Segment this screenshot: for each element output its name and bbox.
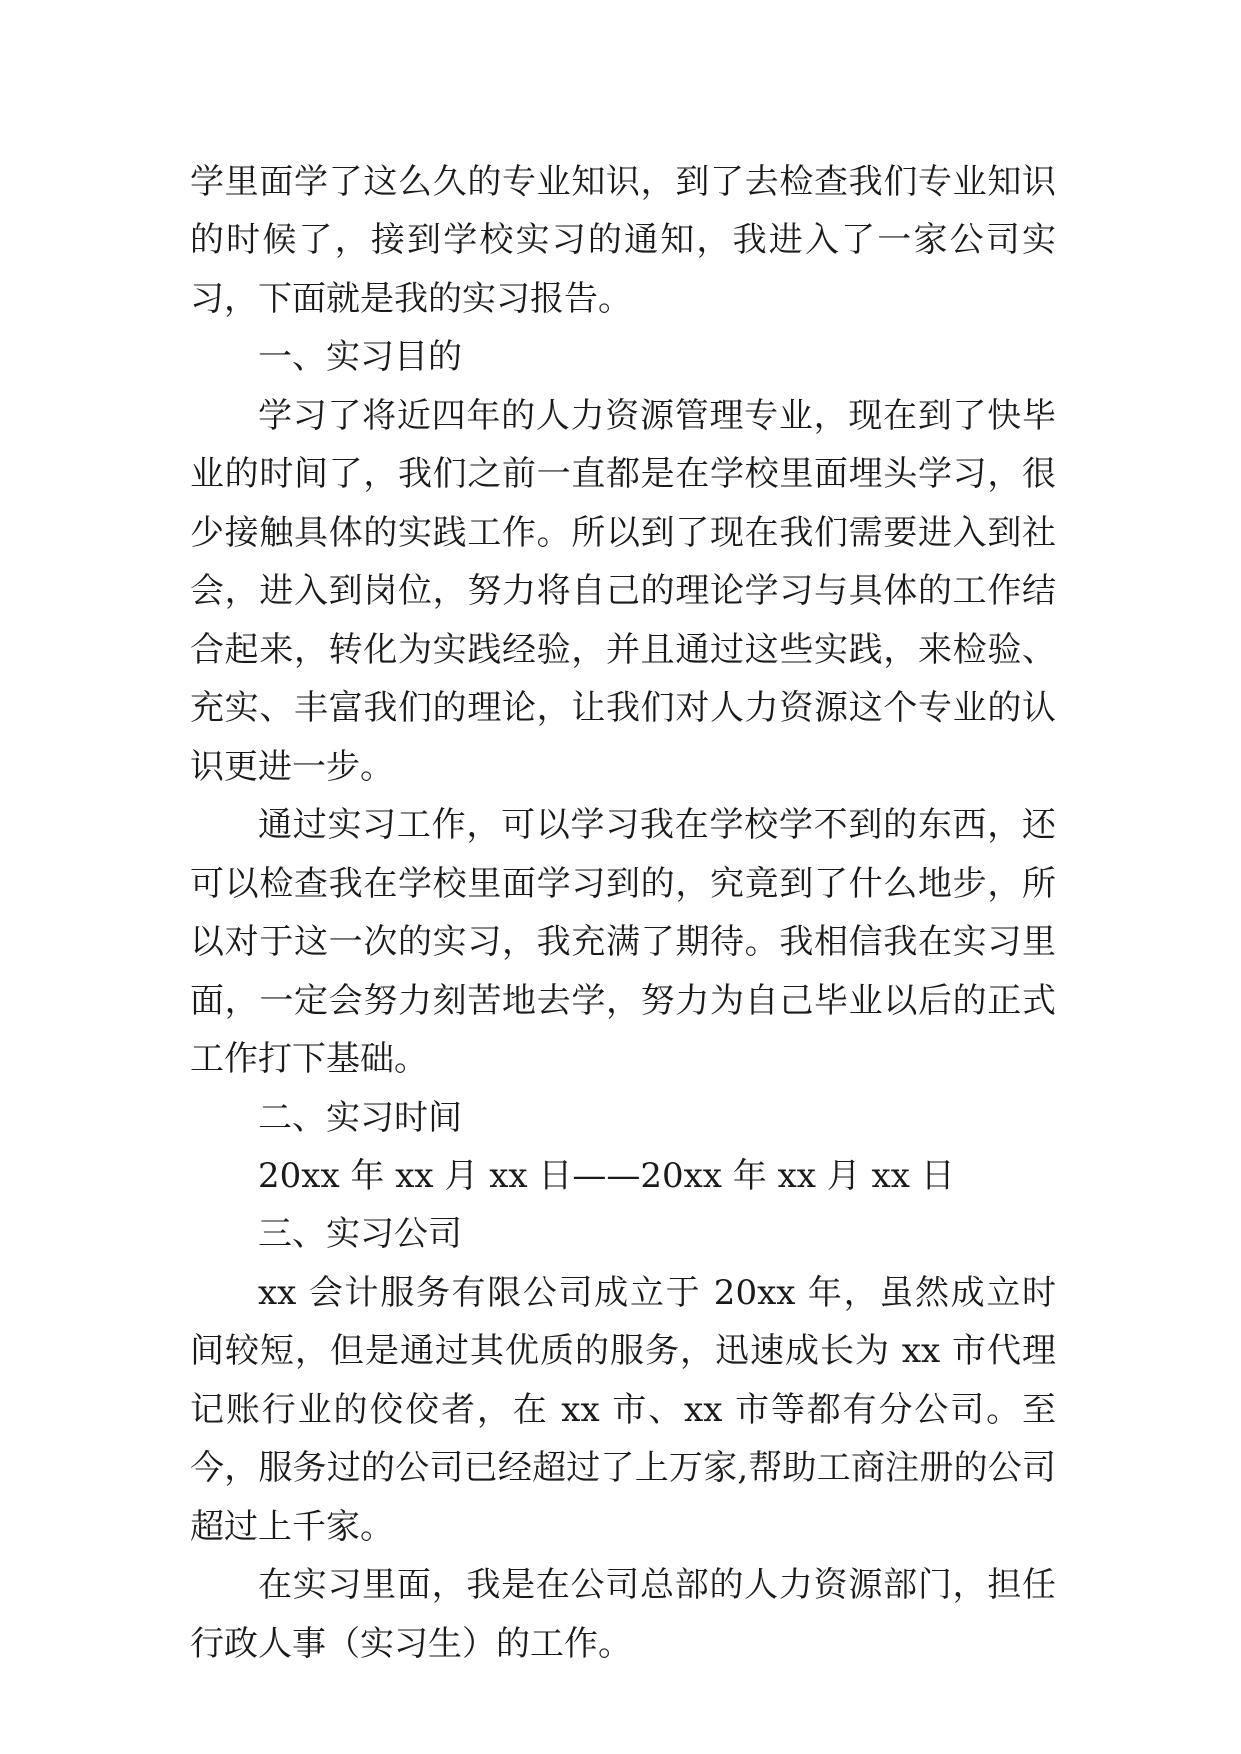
body-paragraph: xx 会计服务有限公司成立于 20xx 年，虽然成立时间较短，但是通过其优质的服务，迅速成长为 xx 市代理记账行业的佼佼者，在 xx 市、xx 市等都有分公司。至今，服务过的公司已经超过了上万家,帮助工商注册的公司超过上千家。 — [190, 1272, 1056, 1547]
date-range-line: 20xx 年 xx 月 xx 日——20xx 年 xx 月 xx 日 — [258, 1155, 955, 1196]
document-body — [190, 153, 1056, 1673]
body-paragraph: 学习了将近四年的人力资源管理专业，现在到了快毕业的时间了，我们之前一直都是在学校里面埋头学习，很少接触具体的实践工作。所以到了现在我们需要进入到社会，进入到岗位，努力将自己的理论学习与具体的工作结合起来，转化为实践经验，并且通过这些实践，来检验、充实、丰富我们的理论，让我们对人力资源这个专业的认识更进一步。 — [190, 395, 1056, 787]
section-heading: 二、实习时间 — [258, 1097, 462, 1138]
body-paragraph: 在实习里面，我是在公司总部的人力资源部门，担任行政人事（实习生）的工作。 — [190, 1565, 1056, 1664]
body-paragraph: 通过实习工作，可以学习我在学校学不到的东西，还可以检查我在学校里面学习到的，究竟到了什么地步，所以对于这一次的实习，我充满了期待。我相信我在实习里面，一定会努力刻苦地去学，努力为自己毕业以后的正式工作打下基础。 — [190, 805, 1056, 1080]
section-heading: 一、实习目的 — [258, 337, 462, 378]
section-heading: 三、实习公司 — [258, 1214, 462, 1255]
body-paragraph: 学里面学了这么久的专业知识，到了去检查我们专业知识的时候了，接到学校实习的通知，我进入了一家公司实习，下面就是我的实习报告。 — [190, 162, 1056, 319]
